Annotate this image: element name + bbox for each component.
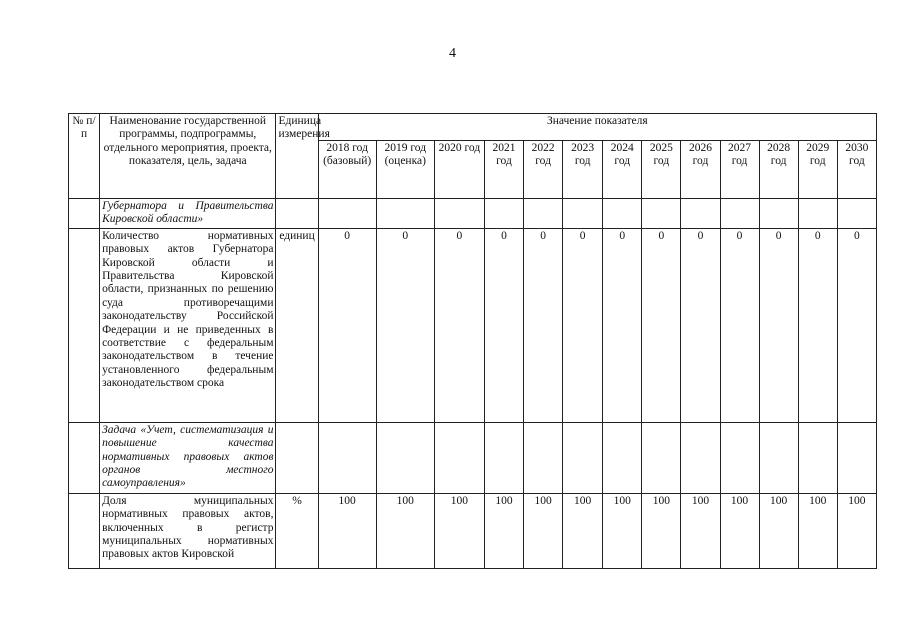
row-value: 100 xyxy=(798,493,837,568)
row-value: 0 xyxy=(434,228,484,422)
page-number: 4 xyxy=(449,46,456,61)
row-value xyxy=(837,422,876,493)
row-value: 100 xyxy=(720,493,759,568)
row-value xyxy=(376,422,434,493)
row-value: 100 xyxy=(376,493,434,568)
row-value: 100 xyxy=(524,493,563,568)
header-year: 2027 год xyxy=(720,141,759,199)
header-year: 2023 год xyxy=(563,141,603,199)
row-value: 0 xyxy=(837,228,876,422)
row-value xyxy=(484,199,523,229)
row-value: 100 xyxy=(603,493,642,568)
row-name: Губернатора и Правительства Кировской области» xyxy=(100,199,276,229)
header-year: 2019 год (оценка) xyxy=(376,141,434,199)
header-year: 2021 год xyxy=(484,141,523,199)
row-unit xyxy=(276,199,318,229)
row-value: 100 xyxy=(759,493,798,568)
row-value xyxy=(837,199,876,229)
header-values: Значение показателя xyxy=(318,114,876,141)
header-year: 2030 год xyxy=(837,141,876,199)
indicators-table xyxy=(68,113,877,569)
header-year: 2022 год xyxy=(524,141,563,199)
row-name: Количество нормативных правовых актов Губернатора Кировской области и Правительства Кировской области, признанных по решению суда противоречащими законодательству Российской Федерации и не приведенных в соответствие с федеральным законодательством в течение установленного федеральным законодательством срока xyxy=(100,228,276,422)
row-value: 0 xyxy=(484,228,523,422)
header-unit: Единица измерения xyxy=(276,114,318,199)
row-value: 0 xyxy=(376,228,434,422)
row-value xyxy=(798,199,837,229)
header-year: 2028 год xyxy=(759,141,798,199)
row-number xyxy=(69,422,100,493)
row-value xyxy=(798,422,837,493)
row-value: 0 xyxy=(318,228,376,422)
row-value xyxy=(603,199,642,229)
row-value xyxy=(318,422,376,493)
row-unit xyxy=(276,422,318,493)
row-value: 100 xyxy=(642,493,681,568)
row-value xyxy=(642,199,681,229)
table-row xyxy=(69,199,877,229)
row-value: 0 xyxy=(524,228,563,422)
header-year: 2018 год (базовый) xyxy=(318,141,376,199)
row-value xyxy=(376,199,434,229)
table-row xyxy=(69,228,877,422)
row-name: Задача «Учет, систематизация и повышение качества нормативных правовых актов органов местного самоуправления» xyxy=(100,422,276,493)
row-number xyxy=(69,228,100,422)
row-value: 0 xyxy=(720,228,759,422)
row-value xyxy=(524,422,563,493)
header-year: 2024 год xyxy=(603,141,642,199)
row-value xyxy=(484,422,523,493)
row-value xyxy=(563,199,603,229)
row-value: 100 xyxy=(563,493,603,568)
row-number xyxy=(69,199,100,229)
row-value xyxy=(720,422,759,493)
row-value xyxy=(681,199,720,229)
row-unit: % xyxy=(276,493,318,568)
row-value: 0 xyxy=(759,228,798,422)
row-value: 100 xyxy=(681,493,720,568)
row-number xyxy=(69,493,100,568)
row-value: 100 xyxy=(318,493,376,568)
row-value xyxy=(434,422,484,493)
row-value xyxy=(434,199,484,229)
row-value: 0 xyxy=(603,228,642,422)
header-year: 2026 год xyxy=(681,141,720,199)
table-row xyxy=(69,422,877,493)
row-value: 0 xyxy=(798,228,837,422)
row-value: 100 xyxy=(484,493,523,568)
row-value xyxy=(563,422,603,493)
row-unit: единиц xyxy=(276,228,318,422)
row-value xyxy=(720,199,759,229)
header-number: № п/п xyxy=(69,114,100,199)
row-value: 100 xyxy=(434,493,484,568)
header-row-top xyxy=(69,114,877,141)
row-value xyxy=(603,422,642,493)
row-value xyxy=(759,422,798,493)
row-value: 0 xyxy=(642,228,681,422)
header-name: Наименование государственной программы, подпрограммы, отдельного мероприятия, проекта, показателя, цель, задача xyxy=(100,114,276,199)
header-year: 2029 год xyxy=(798,141,837,199)
row-value: 0 xyxy=(681,228,720,422)
table-body xyxy=(69,199,877,569)
header-year: 2025 год xyxy=(642,141,681,199)
row-value xyxy=(524,199,563,229)
row-value: 0 xyxy=(563,228,603,422)
table-row xyxy=(69,493,877,568)
row-value xyxy=(759,199,798,229)
row-name: Доля муниципальных нормативных правовых актов, включенных в регистр муниципальных нормативных правовых актов Кировской xyxy=(100,493,276,568)
row-value: 100 xyxy=(837,493,876,568)
row-value xyxy=(642,422,681,493)
row-value xyxy=(681,422,720,493)
row-value xyxy=(318,199,376,229)
header-year: 2020 год xyxy=(434,141,484,199)
